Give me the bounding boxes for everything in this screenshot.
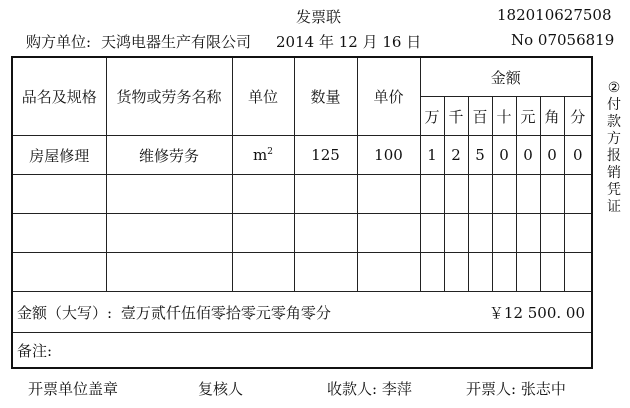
invoice-table: [11, 56, 593, 369]
total-row: [12, 292, 592, 333]
cell-quantity: 125: [294, 136, 357, 175]
side-note-char: 销: [607, 165, 621, 181]
header-unit: 单位: [232, 57, 294, 136]
cell-digit: 2: [444, 136, 468, 175]
total-in-words: 壹万贰仟伍佰零拾零元零角零分: [120, 303, 331, 322]
header-amount: 金额: [420, 57, 592, 97]
digit-header: 元: [516, 97, 540, 136]
digit-header: 百: [468, 97, 492, 136]
digit-header: 角: [540, 97, 564, 136]
invoice-number: No 07056819: [511, 31, 615, 49]
table-row-empty: [12, 214, 592, 253]
digit-header: 万: [420, 97, 444, 136]
invoice-title: 发票联: [296, 8, 342, 26]
buyer-name: 天鸿电器生产有限公司: [101, 33, 252, 51]
buyer-label: 购方单位:: [26, 33, 92, 51]
digit-header: 千: [444, 97, 468, 136]
issuer-seal-label: 开票单位盖章: [28, 380, 119, 398]
unit-base: m: [253, 146, 268, 164]
header-name-spec: 品名及规格: [12, 57, 106, 136]
reviewer-label: 复核人: [198, 380, 244, 398]
side-note: [605, 80, 623, 216]
payee-label: 收款人: 李萍: [327, 380, 412, 398]
digit-header: 分: [564, 97, 592, 136]
table-row-empty: [12, 253, 592, 292]
remark-row: [12, 333, 592, 369]
unit-superscript: 2: [267, 147, 273, 157]
remark-label: 备注:: [17, 341, 53, 360]
header-quantity: 数量: [294, 57, 357, 136]
cell-digit: 0: [540, 136, 564, 175]
cell-digit: 0: [564, 136, 592, 175]
side-note-char: 方: [607, 131, 621, 147]
drawer-label: 开票人: 张志中: [466, 380, 566, 398]
digit-header: 十: [492, 97, 516, 136]
total-amount: ￥12 500. 00: [488, 303, 586, 322]
side-note-char: 款: [607, 114, 621, 130]
side-note-char: 证: [607, 199, 621, 215]
cell-digit: 0: [516, 136, 540, 175]
cell-digit: 0: [492, 136, 516, 175]
side-note-char: 凭: [607, 182, 621, 198]
table-row: [12, 136, 592, 175]
total-label: 金额（大写）:: [17, 303, 113, 322]
cell-digit: 1: [420, 136, 444, 175]
invoice-serial: 182010627508: [497, 6, 612, 24]
invoice-date: 2014 年 12 月 16 日: [276, 33, 422, 51]
header-unit-price: 单价: [357, 57, 420, 136]
cell-goods-service: 维修劳务: [106, 136, 232, 175]
cell-name-spec: 房屋修理: [12, 136, 106, 175]
table-row-empty: [12, 175, 592, 214]
cell-digit: 5: [468, 136, 492, 175]
header-goods-service: 货物或劳务名称: [106, 57, 232, 136]
side-note-char: 付: [607, 97, 621, 113]
side-note-char: ②: [607, 80, 621, 96]
side-note-char: 报: [607, 148, 621, 164]
cell-unit-price: 100: [357, 136, 420, 175]
cell-unit: [232, 136, 294, 175]
